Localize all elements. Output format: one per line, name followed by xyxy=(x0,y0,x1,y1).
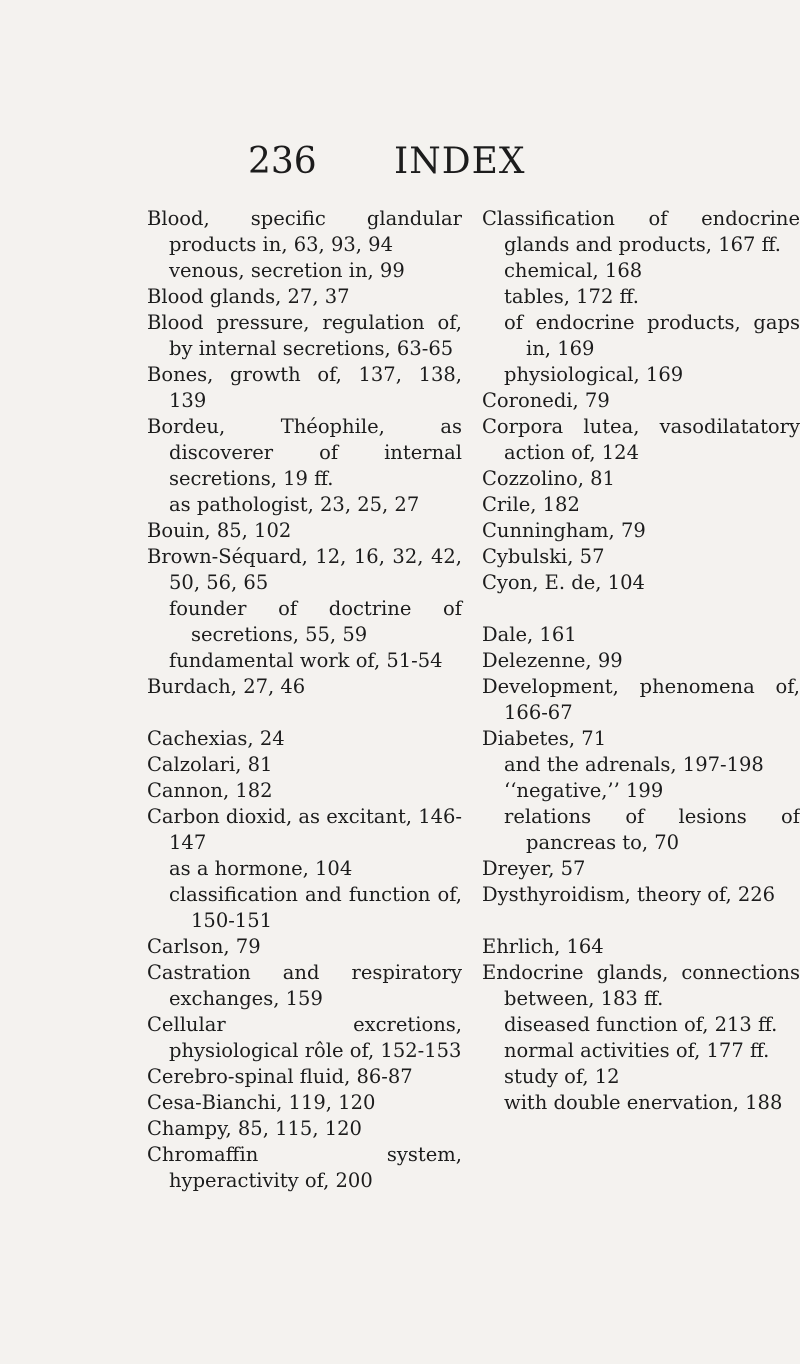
index-subentry: as pathologist, 23, 25, 27 xyxy=(169,493,420,516)
index-entry: Champy, 85, 115, 120 xyxy=(147,1117,362,1140)
index-subentry: normal activities of, 177 ff. xyxy=(504,1039,770,1062)
index-entry: Burdach, 27, 46 xyxy=(147,675,306,698)
index-entry: Delezenne, 99 xyxy=(482,649,623,672)
index-subentry: classification and function of, 150-151 xyxy=(169,883,462,932)
index-subentry: diseased function of, 213 ff. xyxy=(504,1013,778,1036)
index-entry: Coronedi, 79 xyxy=(482,389,610,412)
index-subentry: as a hormone, 104 xyxy=(169,857,353,880)
index-entry: Crile, 182 xyxy=(482,493,580,516)
index-subentry: founder of doctrine of secretions, 55, 59 xyxy=(169,597,462,646)
index-entry: Chromaffin system, hyperactivity of, 200 xyxy=(147,1143,462,1192)
index-entry: Dale, 161 xyxy=(482,623,577,646)
index-entry: Cachexias, 24 xyxy=(147,727,285,750)
index-entry: Blood, specific glandular products in, 63, 93, 94 xyxy=(147,207,462,256)
running-title: INDEX xyxy=(394,141,526,182)
index-subentry: and the adrenals, 197-198 xyxy=(504,753,764,776)
index-entry: Carlson, 79 xyxy=(147,935,261,958)
index-subentry: of endocrine products, gaps in, 169 xyxy=(504,311,800,360)
index-subentry: ‘‘negative,’’ 199 xyxy=(504,779,664,802)
page-number: 236 xyxy=(248,141,317,182)
index-subentry: tables, 172 ff. xyxy=(504,285,639,308)
index-entry: Cellular excretions, physiological rôle of, 152-153 xyxy=(147,1013,462,1062)
index-subentry: relations of lesions of pancreas to, 70 xyxy=(504,805,800,854)
index-entry: Cunningham, 79 xyxy=(482,519,646,542)
index-entry: Bones, growth of, 137, 138, 139 xyxy=(147,363,462,412)
index-entry: Development, phenomena of, 166-67 xyxy=(482,675,800,724)
index-entry: Ehrlich, 164 xyxy=(482,935,604,958)
index-subentry: chemical, 168 xyxy=(504,259,643,282)
index-subentry: venous, secretion in, 99 xyxy=(169,259,405,282)
index-entry: Bouin, 85, 102 xyxy=(147,519,292,542)
index-entry: Cesa-Bianchi, 119, 120 xyxy=(147,1091,376,1114)
index-entry: Classification of endocrine glands and products, 167 ff. xyxy=(482,207,800,256)
index-entry: Castration and respiratory exchanges, 159 xyxy=(147,961,462,1010)
index-entry: Dreyer, 57 xyxy=(482,857,586,880)
index-entry: Dysthyroidism, theory of, 226 xyxy=(482,883,776,906)
index-entry: Calzolari, 81 xyxy=(147,753,273,776)
index-column-left xyxy=(147,206,462,1194)
index-entry: Cyon, E. de, 104 xyxy=(482,571,645,594)
index-subentry: physiological, 169 xyxy=(504,363,684,386)
index-subentry: with double enervation, 188 xyxy=(504,1091,783,1114)
index-entry: Diabetes, 71 xyxy=(482,727,607,750)
index-subentry: study of, 12 xyxy=(504,1065,620,1088)
index-entry: Blood pressure, regulation of, by internal secretions, 63-65 xyxy=(147,311,462,360)
index-entry: Blood glands, 27, 37 xyxy=(147,285,350,308)
index-entry: Carbon dioxid, as excitant, 146-147 xyxy=(147,805,463,854)
index-entry: Cerebro-spinal fluid, 86-87 xyxy=(147,1065,413,1088)
index-entry: Corpora lutea, vasodilatatory action of, 124 xyxy=(482,415,800,464)
page-header xyxy=(0,140,800,184)
index-entry: Bordeu, Théophile, as discoverer of internal secretions, 19 ff. xyxy=(147,415,462,490)
index-entry: Cozzolino, 81 xyxy=(482,467,615,490)
index-entry: Brown-Séquard, 12, 16, 32, 42, 50, 56, 65 xyxy=(147,545,462,594)
index-subentry: fundamental work of, 51-54 xyxy=(169,649,443,672)
index-entry: Cybulski, 57 xyxy=(482,545,605,568)
index-entry: Cannon, 182 xyxy=(147,779,273,802)
index-entry: Endocrine glands, connections between, 183 ff. xyxy=(482,961,800,1010)
index-column-right xyxy=(482,206,800,1116)
